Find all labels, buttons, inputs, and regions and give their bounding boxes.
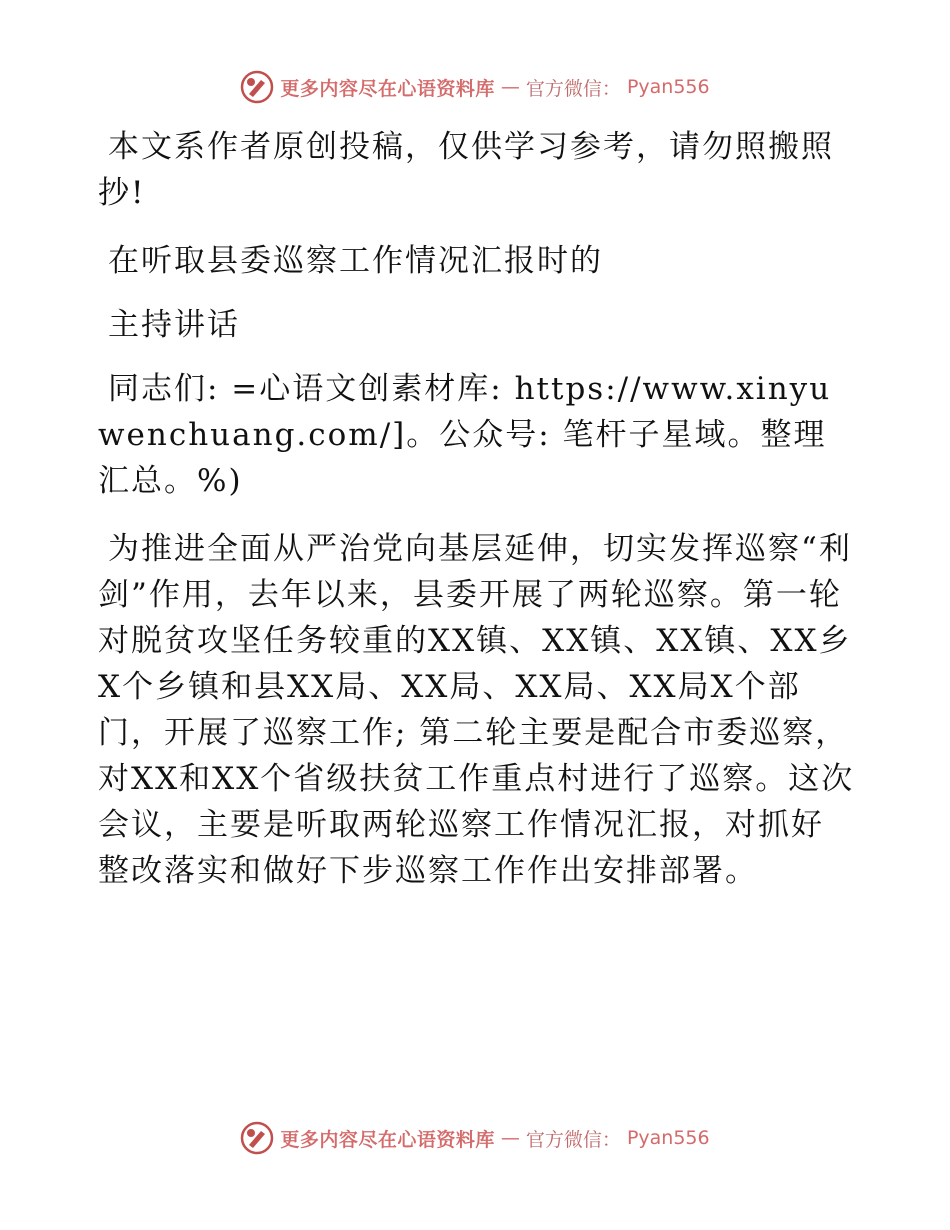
pen-seal-icon bbox=[240, 1121, 274, 1155]
watermark-dash: — bbox=[500, 1127, 520, 1149]
watermark-wechat-label: 官方微信： bbox=[525, 1128, 621, 1151]
salutation-paragraph: 同志们: =心语文创素材库: https://www.xinyuwenchuang.com/]。公众号: 笔杆子星域。整理汇总。%) bbox=[98, 371, 832, 499]
disclaimer-paragraph: 本文系作者原创投稿，仅供学习参考，请勿照搬照抄! bbox=[98, 129, 834, 211]
pen-seal-icon bbox=[240, 70, 274, 104]
footer-watermark bbox=[0, 1121, 950, 1155]
title-line-2: 主持讲话 bbox=[108, 307, 240, 343]
watermark-wechat-label: 官方微信： bbox=[525, 77, 621, 100]
watermark-main-text: 更多内容尽在心语资料库 bbox=[280, 1128, 495, 1151]
watermark-dash: — bbox=[500, 76, 520, 98]
watermark-wechat-id: Pyan556 bbox=[626, 76, 710, 98]
body-paragraph: 为推进全面从严治党向基层延伸，切实发挥巡察“利剑”作用，去年以来，县委开展了两轮巡察。第一轮对脱贫攻坚任务较重的XX镇、XX镇、XX镇、XX乡X个乡镇和县XX局、XX局、XX局、XX局X个部门，开展了巡察工作; 第二轮主要是配合市委巡察，对XX和XX个省级扶贫工作重点村进行了巡察。这次会议，主要是听取两轮巡察工作情况汇报，对抓好整改落实和做好下步巡察工作作出安排部署。 bbox=[98, 531, 855, 889]
watermark-main-text: 更多内容尽在心语资料库 bbox=[280, 77, 495, 100]
document-body bbox=[98, 124, 856, 916]
header-watermark bbox=[0, 70, 950, 104]
title-line-1: 在听取县委巡察工作情况汇报时的 bbox=[108, 243, 603, 279]
watermark-wechat-id: Pyan556 bbox=[626, 1127, 710, 1149]
